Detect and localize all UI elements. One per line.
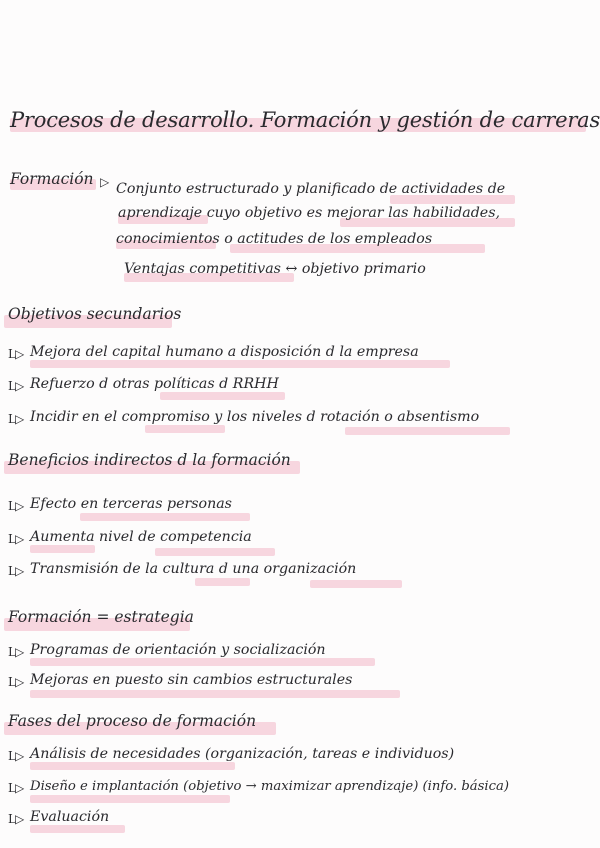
estrategia-heading: Formación = estrategia xyxy=(8,608,194,626)
bullet-icon: L▷ xyxy=(8,499,24,513)
beneficio-3b-highlight xyxy=(310,580,402,588)
objetivo-item-3: Incidir en el compromiso y los niveles d rotación o absentismo xyxy=(30,409,480,425)
objetivo-item-2: Refuerzo d otras políticas d RRHH xyxy=(30,376,279,392)
beneficio-item-1: Efecto en terceras personas xyxy=(30,496,232,512)
formacion-line-1: Conjunto estructurado y planificado de actividades de xyxy=(116,181,506,197)
beneficio-2b-highlight xyxy=(155,548,275,556)
fases-heading: Fases del proceso de formación xyxy=(8,712,257,730)
formacion-line-4: Ventajas competitivas ↔ objetivo primario xyxy=(124,261,426,277)
bullet-icon: L▷ xyxy=(8,379,24,393)
bullet-icon: L▷ xyxy=(8,645,24,659)
bullet-icon: L▷ xyxy=(8,749,24,763)
objetivo-1-highlight xyxy=(30,360,450,368)
fase-2-highlight xyxy=(30,795,230,803)
estrategia-item-2: Mejoras en puesto sin cambios estructurales xyxy=(30,672,353,688)
bullet-icon: L▷ xyxy=(8,675,24,689)
bullet-icon: L▷ xyxy=(8,812,24,826)
fase-3-highlight xyxy=(30,825,125,833)
objetivo-item-1: Mejora del capital humano a disposición d la empresa xyxy=(30,344,419,360)
estrategia-1-highlight xyxy=(30,658,375,666)
objetivo-2-highlight xyxy=(160,392,285,400)
arrow-icon: ▷ xyxy=(100,175,109,189)
objetivos-heading: Objetivos secundarios xyxy=(8,305,182,323)
beneficios-heading: Beneficios indirectos d la formación xyxy=(8,451,291,469)
fase-item-2: Diseño e implantación (objetivo → maximizar aprendizaje) (info. básica) xyxy=(30,779,510,794)
formacion-label: Formación xyxy=(10,170,94,188)
fase-item-3: Evaluación xyxy=(30,809,110,825)
beneficio-2a-highlight xyxy=(30,545,95,553)
beneficio-1-highlight xyxy=(80,513,250,521)
objetivo-3a-highlight xyxy=(145,425,225,433)
bullet-icon: L▷ xyxy=(8,564,24,578)
formacion-line-3: conocimientos o actitudes de los empleados xyxy=(116,231,433,247)
formacion-line-2: aprendizaje cuyo objetivo es mejorar las habilidades, xyxy=(118,205,500,221)
estrategia-2-highlight xyxy=(30,690,400,698)
beneficio-item-2: Aumenta nivel de competencia xyxy=(30,529,252,545)
page-title: Procesos de desarrollo. Formación y gestión de carreras xyxy=(10,108,600,132)
bullet-icon: L▷ xyxy=(8,781,24,795)
beneficio-3a-highlight xyxy=(195,578,250,586)
fase-item-1: Análisis de necesidades (organización, tareas e individuos) xyxy=(30,746,455,762)
beneficio-item-3: Transmisión de la cultura d una organización xyxy=(30,561,357,577)
fase-1-highlight xyxy=(30,762,235,770)
objetivo-3b-highlight xyxy=(345,427,510,435)
bullet-icon: L▷ xyxy=(8,412,24,426)
estrategia-item-1: Programas de orientación y socialización xyxy=(30,642,326,658)
bullet-icon: L▷ xyxy=(8,532,24,546)
bullet-icon: L▷ xyxy=(8,347,24,361)
